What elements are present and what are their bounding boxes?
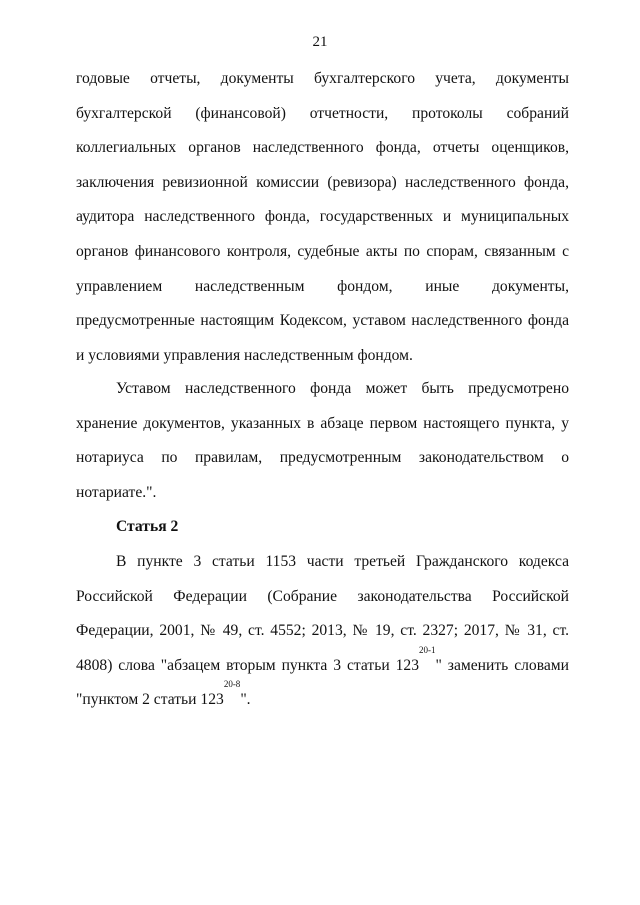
superscript-20-8: 20-8: [223, 679, 241, 690]
text-block-4: [76, 545, 569, 718]
text-block-2: [76, 372, 569, 510]
text-block-1: [76, 62, 569, 373]
article-2-text-part-1: В пункте 3 статьи 1153 части третьей Гражданского кодекса Российской Федерации (Собрание законодательства Российской Федерации, 2001, № 49, ст. 4552; 2013, № 19, ст. 2327; 2017, № 31, ст. 4808) слова "абзацем вторым пункта 3 статьи 123: [76, 553, 569, 674]
page-number: 21: [312, 34, 328, 50]
paragraph-continuation: годовые отчеты, документы бухгалтерского учета, документы бухгалтерской (финансовой) отчетности, протоколы собраний коллегиальных органов наследственного фонда, отчеты оценщиков, заключения ревизионной комиссии (ревизора) наследственного фонда, аудитора наследственного фонда, государственных и муниципальных органов финансового контроля, судебные акты по спорам, связанным с управлением наследственным фондом, иные документы, предусмотренные настоящим Кодексом, уставом наследственного фонда и условиями управления наследственным фондом.: [76, 70, 569, 364]
paragraph-article-2: [76, 545, 569, 718]
paragraph-charter-storage: Уставом наследственного фонда может быть предусмотрено хранение документов, указанных в абзаце первом настоящего пункта, у нотариуса по правилам, предусмотренным законодательством о нотариате.".: [76, 380, 569, 501]
superscript-20-1: 20-1: [419, 644, 436, 655]
article-heading: Статья 2: [116, 518, 179, 535]
article-2-text-part-3: ".: [240, 691, 251, 709]
text-block-3: [76, 510, 569, 545]
article-2-text-part-2: " заменить словами "пунктом 2 статьи 123: [76, 656, 569, 709]
